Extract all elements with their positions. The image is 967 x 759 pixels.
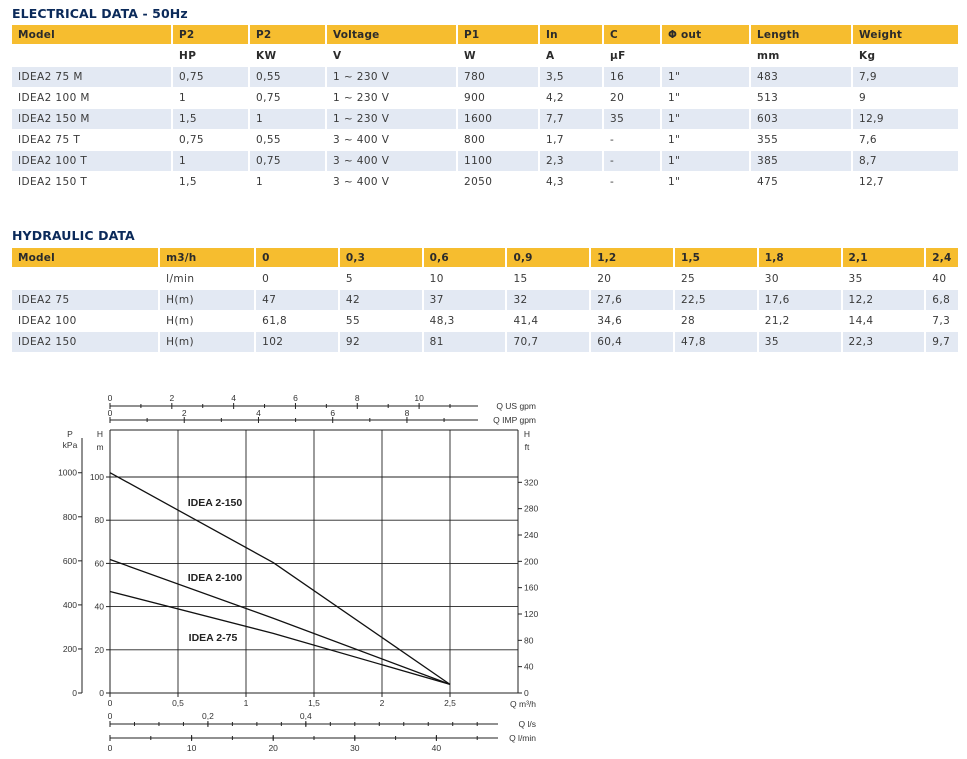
table-cell: m3/h bbox=[160, 248, 256, 268]
table-cell: 3 ~ 400 V bbox=[327, 151, 458, 172]
bottom-tick-label: 0 bbox=[107, 711, 113, 721]
axis-label-h-right: H bbox=[523, 429, 531, 439]
table-cell: 21,2 bbox=[759, 311, 843, 332]
table-cell: 0,75 bbox=[250, 88, 327, 109]
table-cell: 0 bbox=[256, 248, 340, 268]
tick-label-ft: 120 bbox=[524, 608, 539, 619]
table-cell: 40 bbox=[926, 268, 960, 290]
axis-label-kpa: kPa bbox=[62, 440, 78, 450]
tick-label-m: 60 bbox=[94, 558, 104, 569]
table-cell: Weight bbox=[853, 25, 960, 45]
table-cell: Kg bbox=[853, 45, 960, 67]
table-cell: 14,4 bbox=[843, 311, 927, 332]
table-cell: 25 bbox=[675, 268, 759, 290]
table-cell: Length bbox=[751, 25, 853, 45]
table-cell: 603 bbox=[751, 109, 853, 130]
header-row bbox=[12, 25, 960, 45]
units-row bbox=[12, 268, 960, 290]
axis-label-q: Q m³/h bbox=[510, 699, 536, 709]
top-tick-label: 10 bbox=[414, 393, 424, 403]
table-cell: 22,3 bbox=[843, 332, 927, 353]
table-cell: 0,6 bbox=[424, 248, 508, 268]
table-cell: 3,5 bbox=[540, 67, 604, 88]
table-cell: 513 bbox=[751, 88, 853, 109]
table-cell: 2050 bbox=[458, 172, 540, 193]
table-cell: 1600 bbox=[458, 109, 540, 130]
table-cell: 0,55 bbox=[250, 130, 327, 151]
table-cell: 5 bbox=[340, 268, 424, 290]
tick-label-m: 80 bbox=[94, 515, 104, 526]
tick-label-m: 100 bbox=[89, 472, 104, 482]
tick-label-ft: 80 bbox=[524, 635, 534, 646]
tick-label-ft: 40 bbox=[524, 661, 534, 672]
table-cell: 7,6 bbox=[853, 130, 960, 151]
table-cell: 0,75 bbox=[250, 151, 327, 172]
table-cell: 1" bbox=[662, 172, 751, 193]
table-cell: 9 bbox=[853, 88, 960, 109]
electrical-data-table bbox=[12, 25, 960, 193]
table-cell: - bbox=[604, 172, 662, 193]
table-cell: - bbox=[604, 151, 662, 172]
table-cell: H(m) bbox=[160, 290, 256, 311]
table-cell bbox=[662, 45, 751, 67]
table-cell: 17,6 bbox=[759, 290, 843, 311]
tick-label-ft: 200 bbox=[524, 556, 539, 567]
table-cell: 0,75 bbox=[173, 130, 250, 151]
table-cell: 22,5 bbox=[675, 290, 759, 311]
table-cell: 0,3 bbox=[340, 248, 424, 268]
bottom-tick-label: 30 bbox=[350, 743, 360, 753]
table-cell: Φ out bbox=[662, 25, 751, 45]
table-cell: 27,6 bbox=[591, 290, 675, 311]
table-cell: 3 ~ 400 V bbox=[327, 130, 458, 151]
top-tick-label: 2 bbox=[181, 408, 187, 418]
table-cell: 32 bbox=[507, 290, 591, 311]
table-cell: IDEA2 150 bbox=[12, 332, 160, 353]
table-cell: 355 bbox=[751, 130, 853, 151]
table-cell: H(m) bbox=[160, 311, 256, 332]
table-cell: IDEA2 75 M bbox=[12, 67, 173, 88]
tick-label-ft: 280 bbox=[524, 503, 539, 514]
table-cell: In bbox=[540, 25, 604, 45]
bottom-tick-label: 0 bbox=[107, 743, 113, 753]
table-row bbox=[12, 290, 960, 311]
table-row bbox=[12, 332, 960, 353]
table-cell: IDEA2 150 T bbox=[12, 172, 173, 193]
tick-label-kpa: 600 bbox=[62, 555, 77, 566]
top-tick-label: 8 bbox=[404, 408, 410, 418]
table-cell: 6,8 bbox=[926, 290, 960, 311]
electrical-data-title: ELECTRICAL DATA - 50Hz bbox=[12, 6, 188, 21]
axis-label-m: m bbox=[96, 442, 104, 452]
table-cell: 3 ~ 400 V bbox=[327, 172, 458, 193]
header-row bbox=[12, 248, 960, 268]
table-cell: V bbox=[327, 45, 458, 67]
hydraulic-data-table bbox=[12, 248, 960, 353]
top-tick-label: 6 bbox=[330, 408, 336, 418]
table-cell: 1" bbox=[662, 67, 751, 88]
performance-chart bbox=[0, 380, 560, 759]
table-cell: 1 ~ 230 V bbox=[327, 67, 458, 88]
bottom-axis-label: Q l/min bbox=[509, 733, 536, 743]
bottom-axis-label: Q l/s bbox=[518, 719, 536, 729]
table-row bbox=[12, 130, 960, 151]
top-tick-label: 4 bbox=[231, 393, 237, 403]
tick-label-q: 1,5 bbox=[308, 698, 320, 708]
table-cell: 7,7 bbox=[540, 109, 604, 130]
curve-idea-2-75 bbox=[110, 591, 450, 684]
table-cell: 780 bbox=[458, 67, 540, 88]
table-cell: 48,3 bbox=[424, 311, 508, 332]
axis-label-p: P bbox=[67, 429, 73, 439]
table-cell: 61,8 bbox=[256, 311, 340, 332]
table-cell: 0,75 bbox=[173, 67, 250, 88]
table-cell: 1" bbox=[662, 130, 751, 151]
table-cell: 92 bbox=[340, 332, 424, 353]
top-tick-label: 0 bbox=[107, 408, 113, 418]
table-cell: 1" bbox=[662, 109, 751, 130]
table-cell: 1 bbox=[250, 109, 327, 130]
table-cell: 1,8 bbox=[759, 248, 843, 268]
table-cell: 15 bbox=[507, 268, 591, 290]
table-cell: P2 bbox=[250, 25, 327, 45]
table-cell: Model bbox=[12, 25, 173, 45]
table-cell: P2 bbox=[173, 25, 250, 45]
table-cell: µF bbox=[604, 45, 662, 67]
hydraulic-data-title: HYDRAULIC DATA bbox=[12, 228, 135, 243]
tick-label-kpa: 800 bbox=[62, 511, 77, 522]
table-cell: 20 bbox=[591, 268, 675, 290]
table-cell: 1 ~ 230 V bbox=[327, 88, 458, 109]
axis-label-h: H bbox=[96, 429, 104, 439]
tick-label-ft: 320 bbox=[524, 477, 539, 488]
table-cell: 0,9 bbox=[507, 248, 591, 268]
table-cell: 42 bbox=[340, 290, 424, 311]
table-cell: 12,7 bbox=[853, 172, 960, 193]
table-cell: - bbox=[604, 130, 662, 151]
tick-label-q: 2 bbox=[379, 698, 385, 708]
top-tick-label: 8 bbox=[354, 393, 360, 403]
table-row bbox=[12, 67, 960, 88]
table-cell: 2,4 bbox=[926, 248, 960, 268]
table-cell: 35 bbox=[843, 268, 927, 290]
table-cell: 102 bbox=[256, 332, 340, 353]
table-cell: 1,7 bbox=[540, 130, 604, 151]
curve-idea-2-100 bbox=[110, 560, 450, 685]
table-cell: 35 bbox=[604, 109, 662, 130]
tick-label-ft: 240 bbox=[524, 529, 539, 540]
table-cell: C bbox=[604, 25, 662, 45]
table-cell bbox=[12, 45, 173, 67]
tick-label-q: 1 bbox=[243, 698, 249, 708]
table-cell: 4,2 bbox=[540, 88, 604, 109]
table-cell: 34,6 bbox=[591, 311, 675, 332]
tick-label-kpa: 400 bbox=[62, 599, 77, 610]
table-cell: 16 bbox=[604, 67, 662, 88]
table-cell: 9,7 bbox=[926, 332, 960, 353]
table-cell: 28 bbox=[675, 311, 759, 332]
tick-label-q: 0,5 bbox=[172, 698, 184, 708]
table-row bbox=[12, 311, 960, 332]
curve-label: IDEA 2-150 bbox=[187, 497, 243, 509]
table-cell: 1" bbox=[662, 151, 751, 172]
table-cell: 8,7 bbox=[853, 151, 960, 172]
bottom-tick-label: 0,4 bbox=[299, 711, 312, 721]
table-cell: 20 bbox=[604, 88, 662, 109]
table-cell: W bbox=[458, 45, 540, 67]
bottom-tick-label: 40 bbox=[431, 743, 442, 753]
table-cell: IDEA2 100 T bbox=[12, 151, 173, 172]
table-cell: 12,9 bbox=[853, 109, 960, 130]
units-row bbox=[12, 45, 960, 67]
table-row bbox=[12, 172, 960, 193]
table-cell: l/min bbox=[160, 268, 256, 290]
table-cell: 47 bbox=[256, 290, 340, 311]
table-cell bbox=[12, 268, 160, 290]
tick-label-ft: 160 bbox=[524, 582, 539, 593]
table-cell: 47,8 bbox=[675, 332, 759, 353]
tick-label-m: 40 bbox=[94, 601, 104, 612]
table-cell: IDEA2 100 bbox=[12, 311, 160, 332]
table-cell: 1,5 bbox=[173, 109, 250, 130]
table-cell: 81 bbox=[424, 332, 508, 353]
table-cell: 483 bbox=[751, 67, 853, 88]
table-cell: 30 bbox=[759, 268, 843, 290]
table-cell: H(m) bbox=[160, 332, 256, 353]
table-cell: 60,4 bbox=[591, 332, 675, 353]
table-cell: P1 bbox=[458, 25, 540, 45]
axis-label-ft: ft bbox=[524, 442, 530, 452]
table-cell: 385 bbox=[751, 151, 853, 172]
table-cell: 2,1 bbox=[843, 248, 927, 268]
table-cell: A bbox=[540, 45, 604, 67]
bottom-tick-label: 0,2 bbox=[202, 711, 214, 721]
top-tick-label: 6 bbox=[293, 393, 298, 403]
table-cell: 35 bbox=[759, 332, 843, 353]
table-cell: 7,3 bbox=[926, 311, 960, 332]
table-cell: IDEA2 150 M bbox=[12, 109, 173, 130]
tick-label-q: 2,5 bbox=[444, 698, 456, 708]
table-cell: 7,9 bbox=[853, 67, 960, 88]
table-cell: 1 bbox=[173, 88, 250, 109]
table-cell: KW bbox=[250, 45, 327, 67]
table-cell: 4,3 bbox=[540, 172, 604, 193]
table-cell: 37 bbox=[424, 290, 508, 311]
table-cell: mm bbox=[751, 45, 853, 67]
table-cell: 1,2 bbox=[591, 248, 675, 268]
table-cell: Model bbox=[12, 248, 160, 268]
tick-label-q: 0 bbox=[107, 698, 113, 708]
tick-label-kpa: 200 bbox=[62, 643, 77, 654]
top-axis-label: Q IMP gpm bbox=[493, 415, 536, 425]
table-cell: 1,5 bbox=[173, 172, 250, 193]
top-axis-label: Q US gpm bbox=[496, 401, 536, 411]
tick-label-m: 0 bbox=[99, 688, 104, 698]
top-tick-label: 4 bbox=[256, 408, 261, 418]
table-cell: 800 bbox=[458, 130, 540, 151]
table-cell: Voltage bbox=[327, 25, 458, 45]
table-cell: HP bbox=[173, 45, 250, 67]
top-tick-label: 2 bbox=[169, 393, 175, 403]
table-cell: 0 bbox=[256, 268, 340, 290]
top-tick-label: 0 bbox=[107, 393, 113, 403]
table-cell: IDEA2 75 bbox=[12, 290, 160, 311]
tick-label-kpa: 1000 bbox=[58, 467, 77, 478]
tick-label-ft: 0 bbox=[524, 688, 529, 698]
bottom-tick-label: 10 bbox=[186, 743, 197, 753]
table-cell: IDEA2 100 M bbox=[12, 88, 173, 109]
table-cell: 1 ~ 230 V bbox=[327, 109, 458, 130]
table-cell: 41,4 bbox=[507, 311, 591, 332]
table-row bbox=[12, 88, 960, 109]
table-cell: 10 bbox=[424, 268, 508, 290]
tick-label-kpa: 0 bbox=[72, 688, 77, 698]
table-cell: 12,2 bbox=[843, 290, 927, 311]
table-cell: 475 bbox=[751, 172, 853, 193]
table-cell: 70,7 bbox=[507, 332, 591, 353]
table-cell: 0,55 bbox=[250, 67, 327, 88]
table-cell: 1 bbox=[173, 151, 250, 172]
table-row bbox=[12, 109, 960, 130]
tick-label-m: 20 bbox=[94, 644, 104, 655]
table-cell: 1" bbox=[662, 88, 751, 109]
table-cell: 1 bbox=[250, 172, 327, 193]
table-row bbox=[12, 151, 960, 172]
curve-label: IDEA 2-100 bbox=[187, 572, 243, 584]
bottom-tick-label: 20 bbox=[268, 743, 278, 753]
table-cell: 1100 bbox=[458, 151, 540, 172]
table-cell: 900 bbox=[458, 88, 540, 109]
table-cell: 2,3 bbox=[540, 151, 604, 172]
curve-label: IDEA 2-75 bbox=[188, 632, 238, 644]
table-cell: 1,5 bbox=[675, 248, 759, 268]
table-cell: IDEA2 75 T bbox=[12, 130, 173, 151]
table-cell: 55 bbox=[340, 311, 424, 332]
